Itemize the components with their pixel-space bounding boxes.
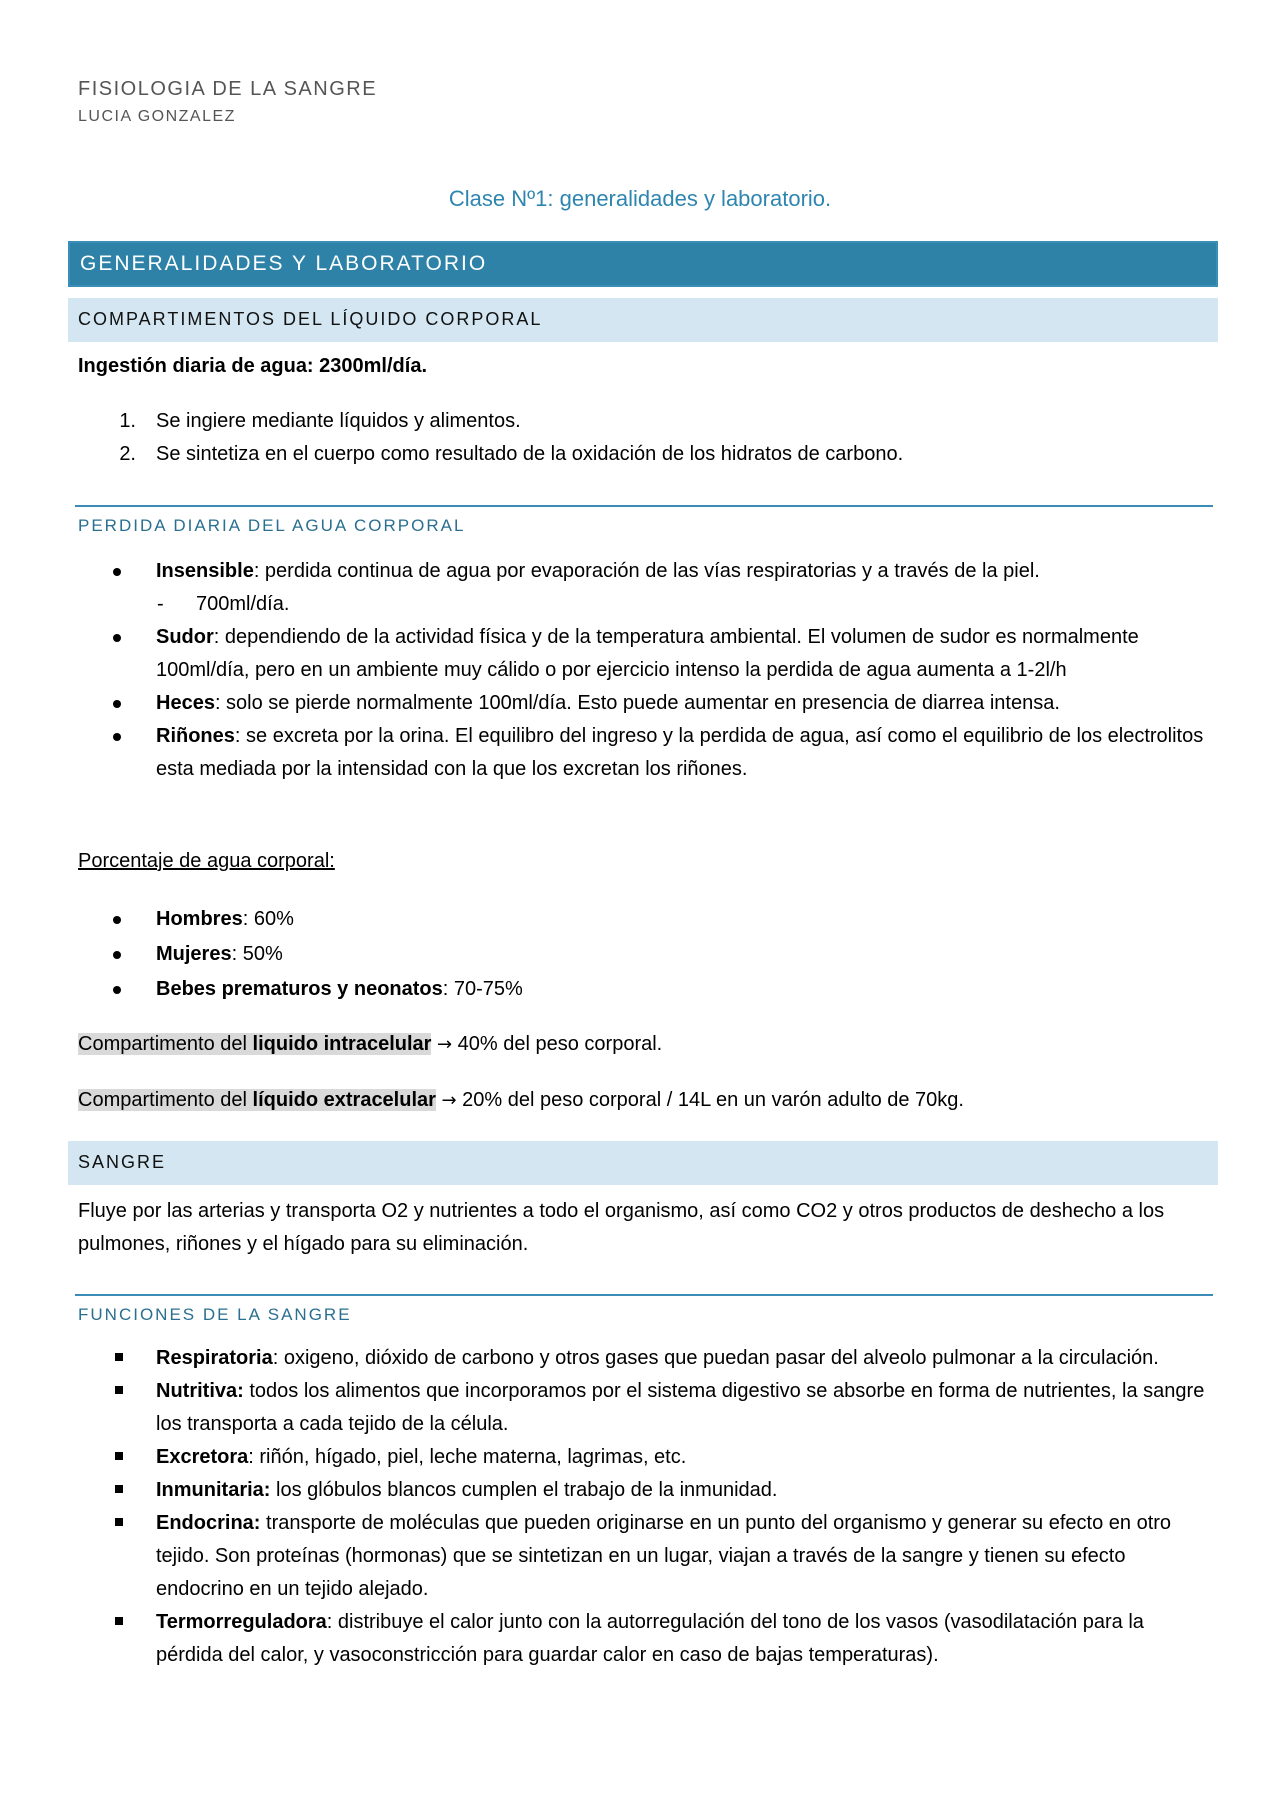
water-intake-statement: Ingestión diaria de agua: 2300ml/día. — [78, 355, 427, 377]
section-divider — [75, 1294, 1213, 1296]
section-heading-sangre-label: SANGRE — [78, 1152, 167, 1172]
list-item-text: : perdida continua de agua por evaporación de las vías respiratorias y a través de la piel. — [253, 560, 1040, 582]
list-item — [0, 972, 1216, 1007]
list-item-term: Insensible — [156, 560, 254, 582]
porcentaje-title: Porcentaje de agua corporal: — [78, 850, 335, 872]
list-item-text: todos los alimentos que incorporamos por el sistema digestivo se absorbe en forma de nutrientes, la sangre los transporta a cada tejido de la célula. — [156, 1380, 1205, 1435]
list-item-term: Riñones — [156, 725, 235, 747]
list-item — [0, 621, 1216, 687]
list-item-text: Se sintetiza en el cuerpo como resultado de la oxidación de los hidratos de carbono. — [156, 443, 904, 465]
list-item-text: : 60% — [242, 908, 294, 930]
bullet-icon — [113, 937, 133, 972]
list-item — [0, 438, 1216, 471]
bullet-icon — [113, 902, 133, 937]
dash-marker: - — [157, 593, 164, 615]
list-item-term: Inmunitaria: — [156, 1479, 271, 1501]
list-item-text: Se ingiere mediante líquidos y alimentos. — [156, 410, 521, 432]
list-item — [0, 1606, 1216, 1672]
subheading-perdida: PERDIDA DIARIA DEL AGUA CORPORAL — [78, 516, 466, 535]
extracelular-text: 20% del peso corporal / 14L en un varón adulto de 70kg. — [456, 1089, 964, 1111]
intracelular-highlight — [78, 1033, 431, 1055]
water-percentage-list — [0, 902, 1280, 1007]
water-sources-list — [0, 405, 1280, 471]
arrow-right-icon: → — [437, 1034, 453, 1055]
square-bullet-icon — [115, 1474, 135, 1507]
list-item-term: Heces — [156, 692, 215, 714]
list-item — [0, 405, 1216, 438]
extracelular-prefix: Compartimento del — [78, 1089, 253, 1111]
section-heading-sangre — [68, 1141, 1218, 1185]
blood-functions-list — [0, 1342, 1280, 1672]
sub-list-item — [0, 588, 1280, 621]
square-bullet-icon — [115, 1441, 135, 1474]
intracelular-prefix: Compartimento del — [78, 1033, 253, 1055]
list-number: 1. — [119, 410, 136, 432]
extracelular-statement — [78, 1084, 1218, 1117]
bullet-icon — [113, 687, 133, 720]
intracelular-term: liquido intracelular — [252, 1033, 432, 1055]
arrow-right-icon: → — [441, 1090, 457, 1111]
square-bullet-icon — [115, 1507, 135, 1540]
list-item-term: Nutritiva: — [156, 1380, 244, 1402]
section-divider — [75, 505, 1213, 507]
section-heading-main-label: GENERALIDADES Y LABORATORIO — [80, 252, 488, 275]
square-bullet-icon — [115, 1606, 135, 1639]
list-item — [0, 555, 1216, 588]
list-item-text: : dependiendo de la actividad física y de la temperatura ambiental. El volumen de sudor es normalmente 100ml/día, pero en un ambiente muy cálido o por ejercicio intenso la perdida de agua aumenta a 1-2l/h — [156, 626, 1139, 681]
document-header-title: FISIOLOGIA DE LA SANGRE — [78, 78, 378, 100]
intracelular-statement — [78, 1028, 1218, 1061]
square-bullet-icon — [115, 1375, 135, 1408]
list-item — [0, 1342, 1216, 1375]
list-item-text: : 70-75% — [442, 978, 523, 1000]
list-item-term: Excretora — [156, 1446, 249, 1468]
list-item-term: Bebes prematuros y neonatos — [156, 978, 443, 1000]
list-item — [0, 937, 1216, 972]
list-item-term: Termorreguladora — [156, 1611, 327, 1633]
section-heading-main — [68, 241, 1218, 287]
list-item — [0, 1474, 1216, 1507]
list-item-text: : oxigeno, dióxido de carbono y otros gases que puedan pasar del alveolo pulmonar a la circulación. — [272, 1347, 1159, 1369]
class-title: Clase Nº1: generalidades y laboratorio. — [448, 186, 832, 211]
bullet-icon — [113, 720, 133, 753]
list-item — [0, 902, 1216, 937]
sub-list-item-text: 700ml/día. — [196, 593, 290, 615]
list-item-text: : solo se pierde normalmente 100ml/día. Esto puede aumentar en presencia de diarrea intensa. — [214, 692, 1060, 714]
list-number: 2. — [119, 443, 136, 465]
list-item — [0, 687, 1216, 720]
document-header-author: LUCIA GONZALEZ — [78, 108, 236, 125]
intracelular-text: 40% del peso corporal. — [452, 1033, 663, 1055]
list-item-term: Respiratoria — [156, 1347, 273, 1369]
sangre-description: Fluye por las arterias y transporta O2 y nutrientes a todo el organismo, así como CO2 y otros productos de deshecho a los pulmones, riñones y el hígado para su eliminación. — [78, 1200, 1165, 1255]
list-item-text: : distribuye el calor junto con la autorregulación del tono de los vasos (vasodilatación para la pérdida del calor, y vasoconstricción para guardar calor en caso de bajas temperaturas). — [156, 1611, 1144, 1666]
list-item-term: Hombres — [156, 908, 243, 930]
bullet-icon — [113, 621, 133, 654]
section-heading-compartimentos — [68, 298, 1218, 342]
water-loss-list — [0, 555, 1280, 786]
list-item-text: : 50% — [231, 943, 283, 965]
list-item-term: Endocrina: — [156, 1512, 261, 1534]
bullet-icon — [113, 972, 133, 1007]
list-item — [0, 1441, 1216, 1474]
square-bullet-icon — [115, 1342, 135, 1375]
list-item-text: : se excreta por la orina. El equilibro del ingreso y la perdida de agua, así como el equilibrio de los electrolitos esta mediada por la intensidad con la que los excretan los riñones. — [156, 725, 1204, 780]
extracelular-highlight — [78, 1089, 436, 1111]
list-item-text: transporte de moléculas que pueden originarse en un punto del organismo y generar su efecto en otro tejido. Son proteínas (hormonas) que se sintetizan en un lugar, viajan a través de la sangre y tienen su efecto endocrino en un tejido alejado. — [156, 1512, 1172, 1600]
list-item-term: Mujeres — [156, 943, 232, 965]
section-heading-compartimentos-label: COMPARTIMENTOS DEL LÍQUIDO CORPORAL — [78, 309, 543, 329]
list-item — [0, 720, 1216, 786]
bullet-icon — [113, 555, 133, 588]
list-item — [0, 1375, 1216, 1441]
list-item-term: Sudor — [156, 626, 214, 648]
list-item — [0, 1507, 1216, 1606]
extracelular-term: líquido extracelular — [252, 1089, 436, 1111]
list-item-text: los glóbulos blancos cumplen el trabajo de la inmunidad. — [270, 1479, 778, 1501]
list-item-text: : riñón, hígado, piel, leche materna, lagrimas, etc. — [248, 1446, 687, 1468]
subheading-funciones: FUNCIONES DE LA SANGRE — [78, 1305, 352, 1324]
